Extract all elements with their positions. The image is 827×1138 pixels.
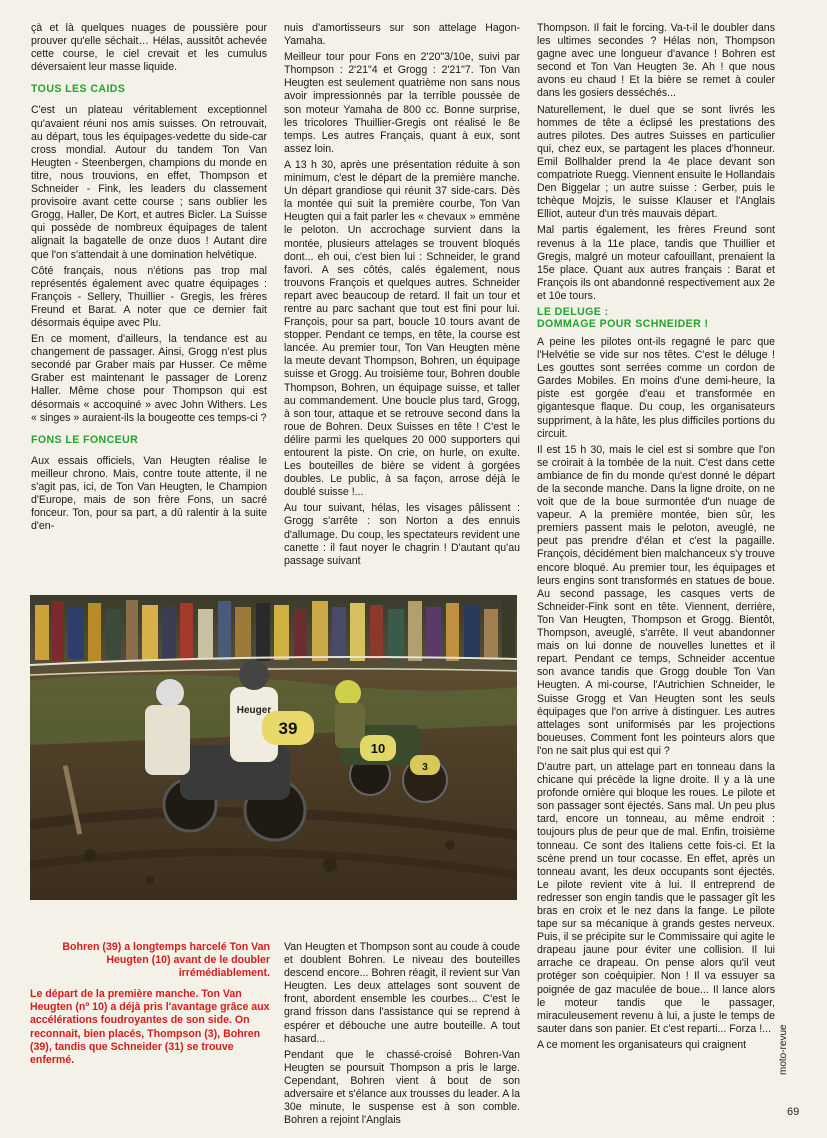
paragraph: Il est 15 h 30, mais le ciel est si sombre que l'on se croirait à la tombée de la nuit. C'est dans cette ambiance de fin du monde qu'est donné le départ de la seconde manche. Dans la ligne droite, on ne voit que de la boue surmontée d'un nuage de vapeur. A la première montée, bien sûr, les premiers passent mais le peloton, aveuglé, ne peut pas prendre d'élan et c'est la pagaille. François, décidément bien malchanceux s'y trouve encore bloqué. Au premier tour, les équipages et leurs engins sont transformés en statues de boue. Au second passage, les casques verts de Schneider-Fink sont en tête. Viennent, derrière, Ton Van Heugten, Thompson et Grogg. Bientôt, Thompson, aveuglé, s'arrête. Il veut abandonner mais on lui donne de nouvelles lunettes et il repart. Pendant ce temps, Schneider accentue son avance tandis que Grogg double Ton Van Heugten. A mi-course, l'Autrichien Schneider, le Suisse Grogg et Van Heugten sont les seuls équipages que l'on arrive à distinguer. Les autres attelages sont uniformisés par les projections boueuses. Comment font les pointeurs alors que l'on ne sait plus qui est qui ?	[537, 443, 775, 757]
paragraph: D'autre part, un attelage part en tonneau dans la chicane qui précède la ligne droite. Il y a là une profonde ornière qui bloque les roues. Le pilote et son passager sont éjectés. Sans mal. Un peu plus tard, encore un tonneau, au même endroit : toujours plus de peur que de mal. Enfin, troisième tonneau. Ce sont des Italiens cette fois-ci. Et la scène prend un tour cocasse. En effet, après un tonneau avant, les deux occupants sont éjectés. Le pilote revient vite à lui. Il entreprend de redresser son engin tandis que le passager gît les bras en croix et le nez dans la fange. Le pilote tape sur sa mécanique à grands gestes nerveux. Puis, il se précipite sur le Commissaire qui agite le drapeau jaune pour éviter une collision. Il lui arrache ce drapeau. On pense alors qu'il veut protéger son coéquipier. Non ! Il va essuyer sa poignée de gaz maculée de boue... Il lance alors le moteur tandis que le passager, miraculeusement revenu à lui, a juste le temps de sauter dans son panier. Et c'est reparti... Forza !...	[537, 760, 775, 1035]
heading-line-2: DOMMAGE POUR SCHNEIDER !	[537, 317, 709, 330]
section-heading-fons-le-fonceur: FONS LE FONCEUR	[31, 433, 139, 446]
heading-line-1: LE DELUGE :	[537, 305, 609, 318]
section-heading-tous-les-caids: TOUS LES CAIDS	[31, 83, 126, 96]
paragraph: Thompson. Il fait le forcing. Va-t-il le doubler dans les ultimes secondes ? Hélas non, Thompson gagne avec une longueur d'avance ! Bohren est second et Ton Van Heugten 3e. Ah ! que nous avons eu chaud ! Et la bière se remet à couler dans les gosiers desséchés...	[537, 22, 775, 100]
paragraph: Van Heugten et Thompson sont au coude à coude et doublent Bohren. Le niveau des bouteilles descend encore... Bohren réagit, il revient sur Van Heugten. Les deux attelages sont souvent de front, abordent ensemble les courbes... C'est le grand frisson dans l'assistance qui se reprend à espérer et débouche une autre bouteille. A tout hasard...	[284, 941, 520, 1045]
section-heading-le-deluge	[537, 306, 775, 330]
photo-caption	[30, 941, 270, 1075]
paragraph: Pendant que le chassé-croisé Bohren-Van Heugten se poursuit Thompson a pris le large. Cependant, Bohren vient à bout de son adversaire et s'élance aux trousses du leader. A la 30e minute, le suspense est à son comble. Bohren a rejoint l'Anglais	[284, 1048, 520, 1127]
magazine-name: moto-revue	[778, 1024, 789, 1075]
caption-bottom: Le départ de la première manche. Ton Van Heugten (nº 10) a déjà pris l'avantage grâce aux accélérations foudroyantes de son side. On reconnait, bien placés, Thompson (3), Bohren (39), tandis que Schneider (31) se trouve enfermé.	[30, 988, 270, 1066]
paragraph: Naturellement, le duel que se sont livrés les hommes de tête a éclipsé les prestations des autres pilotes. Des autres Suisses en particulier qui, chez eux, se partagent les places d'honneur. Emil Bollhalder prend la 4e place devant son compatriote Ruegg. Viennent ensuite le Hollandais Den Biggelar ; un autre suisse : Gerber, puis le tchèque Mojzis, le suisse Klauser et l'Anglais Elliot, auteur d'un très mauvais départ.	[537, 103, 775, 221]
paragraph: Mal partis également, les frères Freund sont revenus à la 11e place, tandis que Thuillier et Gregis, malgré un moteur cafouillant, prenaient la 15e place. Quant aux autres français : Barat et François ils ont abandonné respectivement aux 2e et 10e tours.	[537, 224, 775, 302]
rider-sponsor-text: Heuger	[236, 705, 272, 716]
paragraph: C'est un plateau véritablement exceptionnel qu'avaient réuni nos amis suisses. On retrouvait, au départ, tous les équipages-vedette du side-car cross mondial. Autour du tandem Ton Van Heugten - Steenbergen, champions du monde en titre, nous trouvions, en effet, Thompson et Schneider - Fink, les leaders du classement provisoire avant cette course ; sans oublier les Grogg, Haller, De Kort, et autres Bicler. La Suisse qui possède de nombreux équipages de talent alignait la bagatelle de onze duos ! Autant dire que l'on s'attendait à une domination helvétique.	[31, 104, 267, 261]
page-number: 69	[787, 1106, 800, 1118]
number-plate-39: 39	[278, 719, 298, 738]
paragraph: Meilleur tour pour Fons en 2'20"3/10e, suivi par Thompson : 2'21"4 et Grogg : 2'21"7. Ton Van Heugten est seulement quatrième non sans nous avoir impressionnés par la terrible poussée de son moteur Yamaha de 800 cc. Bonne surprise, les tricolores Thuillier-Gregis ont réalisé le 8e temps. Les autres Français, quant à eux, sont assez loin.	[284, 51, 520, 155]
paragraph: A ce moment les organisateurs qui craignent	[537, 1038, 747, 1051]
paragraph: Au tour suivant, hélas, les visages pâlissent : Grogg s'arrête : son Norton a des ennuis d'allumage. Du coup, les spectateurs revident une canette : il faut noyer le chagrin ! D'autant qu'au passage suivant	[284, 502, 520, 567]
number-plate-3: 3	[422, 762, 428, 773]
number-plate-10: 10	[370, 741, 386, 756]
paragraph: A 13 h 30, après une présentation réduite à son minimum, c'est le départ de la première manche. Un départ grandiose qui réunit 37 side-cars. Dès la montée qui suit la première courbe, Ton Van Heugten qui a fait parler les « chevaux » emmène le peloton. Un accrochage survient dans la montée, plusieurs attelages se trouvent bloqués dont... eh oui, c'est bien lui : Schneider, le grand favori. A ses côtés, calés également, nous trouvons François et quelques autres. Schneider repart avec beaucoup de retard. Il fait un tour et rentre au parc sachant que tout est fini pour lui. François, pour sa part, boucle 10 tours avant de stopper. Pendant ce temps, en tête, la course est lancée. Au premier tour, Ton Van Heugten mène la meute devant Thompson, Bohren, un équipage suisse et Grogg. Au troisième tour, Bohren double Thompson, Bohren, un équipage suisse, et taller au commandement. Une boucle plus tard, Grogg, à son tour, attaque et se retrouve second dans la roue de Bohren. Deux Suisses en tête ! C'est le délire parmi les quelques 20 000 supporters qui entourent la piste. On crie, on hurle, on exulte. Les bouteilles de bière se vident à gorgées doubles. Le public, à sa façon, arrose déjà le doublé suisse !...	[284, 158, 520, 499]
paragraph: nuis d'amortisseurs sur son attelage Hagon-Yamaha.	[284, 22, 520, 48]
paragraph: Aux essais officiels, Van Heugten réalise le meilleur chrono. Mais, contre toute attente, il ne s'agit pas, ici, de Ton Van Heugten, le Champion d'Europe, mais de son frère Fons, un sacré fonceur. Ton, pour sa part, a dû ralentir à la suite d'en-	[31, 454, 267, 533]
paragraph: En ce moment, d'ailleurs, la tendance est au changement de passager. Ainsi, Grogg n'est plus secondé par Graber mais par Husser. Ce même Graber est maintenant le passager de Lorenz Haller. Même chose pour Thompson qui est désormais « accoquiné » avec John Withers. Les « singes » auraient-ils la bougeotte ces temps-ci ?	[31, 333, 267, 424]
article-column-3	[537, 22, 775, 1122]
sidecar-race-photo	[30, 595, 517, 900]
article-column-1	[31, 22, 267, 592]
caption-top: Bohren (39) a longtemps harcelé Ton Van Heugten (10) avant de le doubler irrémédiablement.	[62, 941, 270, 980]
paragraph: A peine les pilotes ont-ils regagné le parc que l'Helvétie se vide sur nos têtes. C'est le déluge ! Les gouttes sont serrées comme un cordon de Gardes Mobiles. En moins d'une demi-heure, la piste est gorgée d'eau et transformée en gigantesque flaque. Du coup, les organisateurs suppriment, à la hâte, les plus difficiles portions du circuit.	[537, 335, 775, 440]
article-column-2-continued	[284, 941, 520, 1131]
race-photo	[30, 595, 517, 900]
article-column-2	[284, 22, 520, 592]
paragraph: Côté français, nous n'étions pas trop mal représentés également avec quatre équipages : François - Sellery, Thuillier - Gregis, les frères Freund et Barat. A noter que ce dernier fait désormais équipe avec Plu.	[31, 264, 267, 329]
paragraph: çà et là quelques nuages de poussière pour prouver qu'elle séchait… Hélas, aussitôt achevée cette course, le ciel crevait et les cumulus déversaient leur masse liquide.	[31, 22, 267, 74]
